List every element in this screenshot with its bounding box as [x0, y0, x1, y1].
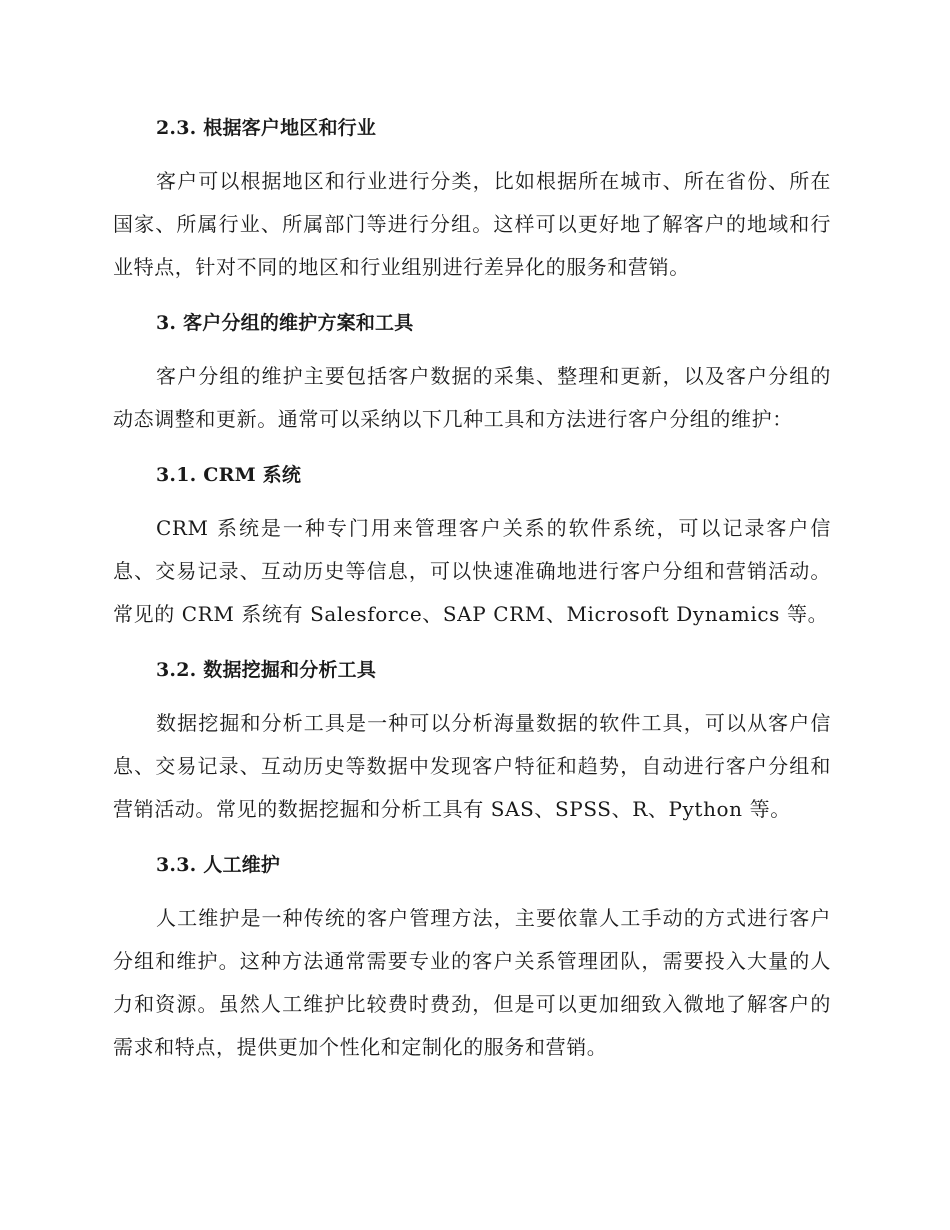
section-heading-3-1: 3.1. CRM 系统	[156, 464, 302, 486]
section-heading-3-3: 3.3. 人工维护	[156, 854, 281, 876]
document-body	[113, 108, 831, 1083]
section-paragraph-3-2: 数据挖掘和分析工具是一种可以分析海量数据的软件工具，可以从客户信息、交易记录、互动历史等数据中发现客户特征和趋势，自动进行客户分组和营销活动。常见的数据挖掘和分析工具有 SAS、SPSS、R、Python 等。	[113, 711, 831, 821]
section-heading-3: 3. 客户分组的维护方案和工具	[156, 312, 414, 334]
section-paragraph-3: 客户分组的维护主要包括客户数据的采集、整理和更新，以及客户分组的动态调整和更新。通常可以采纳以下几种工具和方法进行客户分组的维护：	[113, 364, 831, 431]
section-paragraph-3-3: 人工维护是一种传统的客户管理方法，主要依靠人工手动的方式进行客户分组和维护。这种方法通常需要专业的客户关系管理团队，需要投入大量的人力和资源。虽然人工维护比较费时费劲，但是可以更加细致入微地了解客户的需求和特点，提供更加个性化和定制化的服务和营销。	[113, 906, 831, 1059]
section-paragraph-3-1: CRM 系统是一种专门用来管理客户关系的软件系统，可以记录客户信息、交易记录、互动历史等信息，可以快速准确地进行客户分组和营销活动。常见的 CRM 系统有 Salesforce、SAP CRM、Microsoft Dynamics 等。	[113, 516, 831, 626]
section-paragraph-2-3: 客户可以根据地区和行业进行分类，比如根据所在城市、所在省份、所在国家、所属行业、所属部门等进行分组。这样可以更好地了解客户的地域和行业特点，针对不同的地区和行业组别进行差异化的服务和营销。	[113, 169, 831, 279]
section-heading-2-3: 2.3. 根据客户地区和行业	[156, 117, 377, 139]
section-heading-3-2: 3.2. 数据挖掘和分析工具	[156, 659, 377, 681]
